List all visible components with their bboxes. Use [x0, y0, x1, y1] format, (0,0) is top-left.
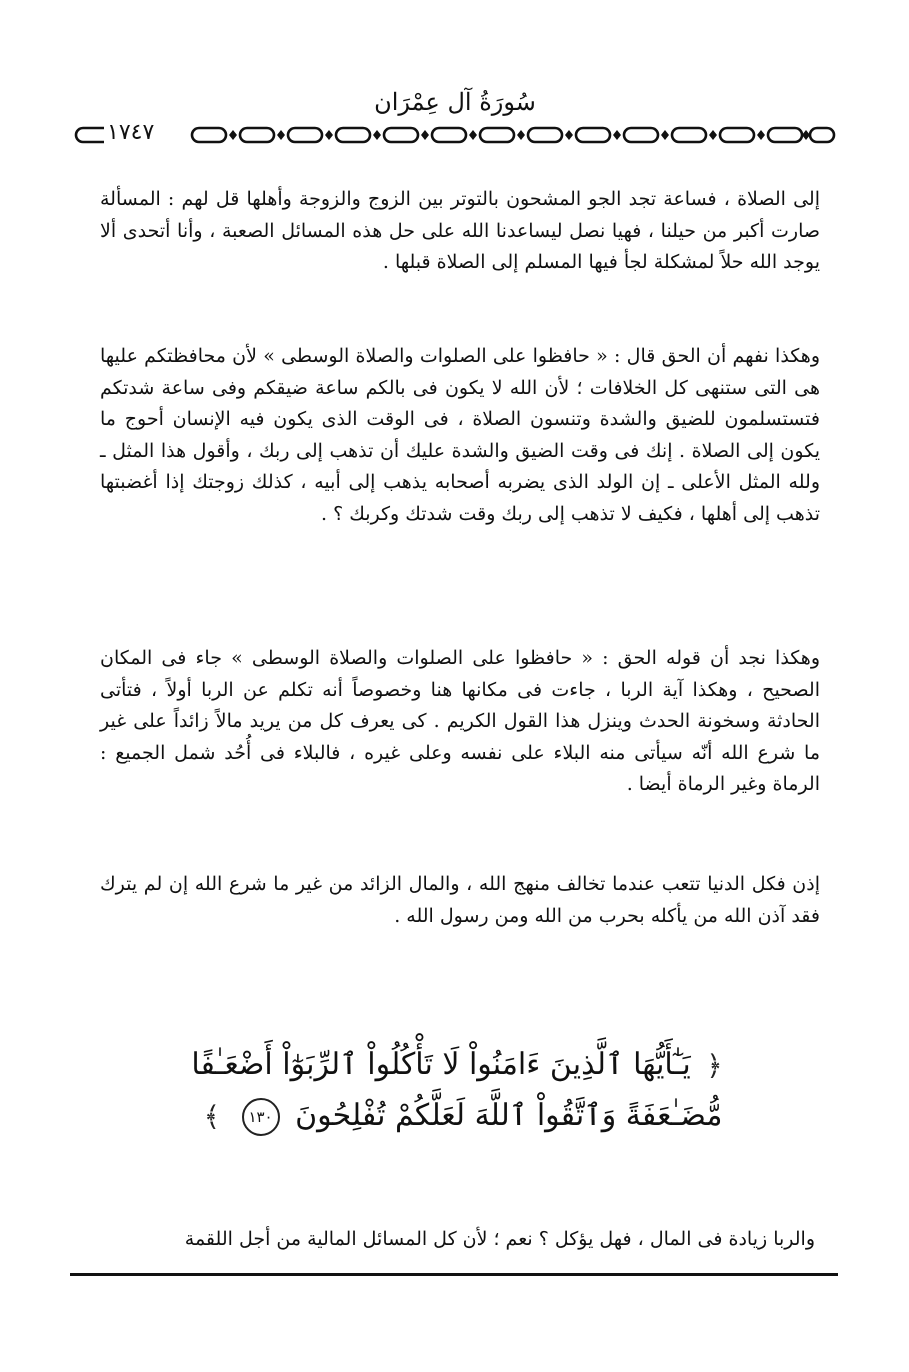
surah-title: سُورَةُ آل عِمْرَان [374, 88, 536, 116]
quran-verse [150, 1040, 770, 1142]
verse-line-2 [150, 1091, 770, 1142]
ayah-number-marker: ١٣٠ [242, 1098, 280, 1136]
paragraph-4: إذن فكل الدنيا تتعب عندما تخالف منهج الله ، والمال الزائد من غير ما شرع الله إن لم يترك فقد آذن الله من يأكله بحرب من الله ومن رسول الله . [100, 873, 820, 927]
page-header [70, 86, 840, 156]
verse-open-bracket: ﴿ [706, 1049, 723, 1082]
verse-line-1 [150, 1040, 770, 1091]
ornamental-chain-border [70, 122, 840, 148]
verse-close-bracket: ﴾ [203, 1100, 220, 1133]
paragraph-1: إلى الصلاة ، فساعة تجد الجو المشحون بالتوتر بين الزوج والزوجة وأهلها قل لهم : المسألة صارت أكبر من حيلنا ، فهيا نصل ليساعدنا الله على حل هذه المسائل الصعبة ، وأنا أتحدى ألا يوجد الله حلاً لمشكلة لجأ فيها المسلم إلى الصلاة قبلها . [100, 188, 820, 273]
verse-text-line-1: يَـٰٓأَيُّهَا ٱلَّذِينَ ءَامَنُواْ لَا تَأْكُلُواْ ٱلرِّبَوٰٓاْ أَضْعَـٰفًا [191, 1047, 691, 1082]
verse-text-line-2: مُّضَـٰعَفَةً وَٱتَّقُواْ ٱللَّهَ لَعَلَّكُمْ تُفْلِحُونَ [295, 1098, 723, 1133]
page-number: ١٧٤٧ [104, 120, 157, 145]
paragraph-3: وهكذا نجد أن قوله الحق : « حافظوا على الصلوات والصلاة الوسطى » جاء فى المكان الصحيح ، وهكذا آية الربا ، جاءت فى مكانها هنا وخصوصاً أنه تكلم عن الربا أولاً ، فتأتى الحادثة وسخونة الحدث وينزل هذا القول الكريم . كى يعرف كل من يريد مالاً زائداً على غير ما شرع الله أنّه سيأتى منه البلاء على نفسه وعلى غيره ، فالبلاء فى أُحُد شمل الجميع : الرماة وغير الرماة أيضا . [100, 647, 820, 795]
paragraph-5: والربا زيادة فى المال ، فهل يؤكل ؟ نعم ؛ لأن كل المسائل المالية من أجل اللقمة [184, 1228, 815, 1250]
footer-rule [70, 1273, 838, 1276]
paragraph-2: وهكذا نفهم أن الحق قال : « حافظوا على الصلوات والصلاة الوسطى » لأن محافظتكم عليها هى التى ستنهى كل الخلافات ؛ لأن الله لا يكون فى بالكم ساعة ضيقكم وفى ساعة شدتكم فتستسلمون للضيق والشدة وتنسون الصلاة ، فى الوقت الذى يكون فيه الإنسان أحوج ما يكون إلى الصلاة . إنك فى وقت الضيق والشدة عليك أن تذهب إلى ربك ، وأقول هذا المثل ـ ولله المثل الأعلى ـ إن الولد الذى يضربه أصحابه يذهب إلى أبيه ، كذلك زوجتك إذا أغضبتها تذهب إلى أهلها ، فكيف لا تذهب إلى ربك وقت شدتك وكربك ؟ . [100, 345, 820, 525]
